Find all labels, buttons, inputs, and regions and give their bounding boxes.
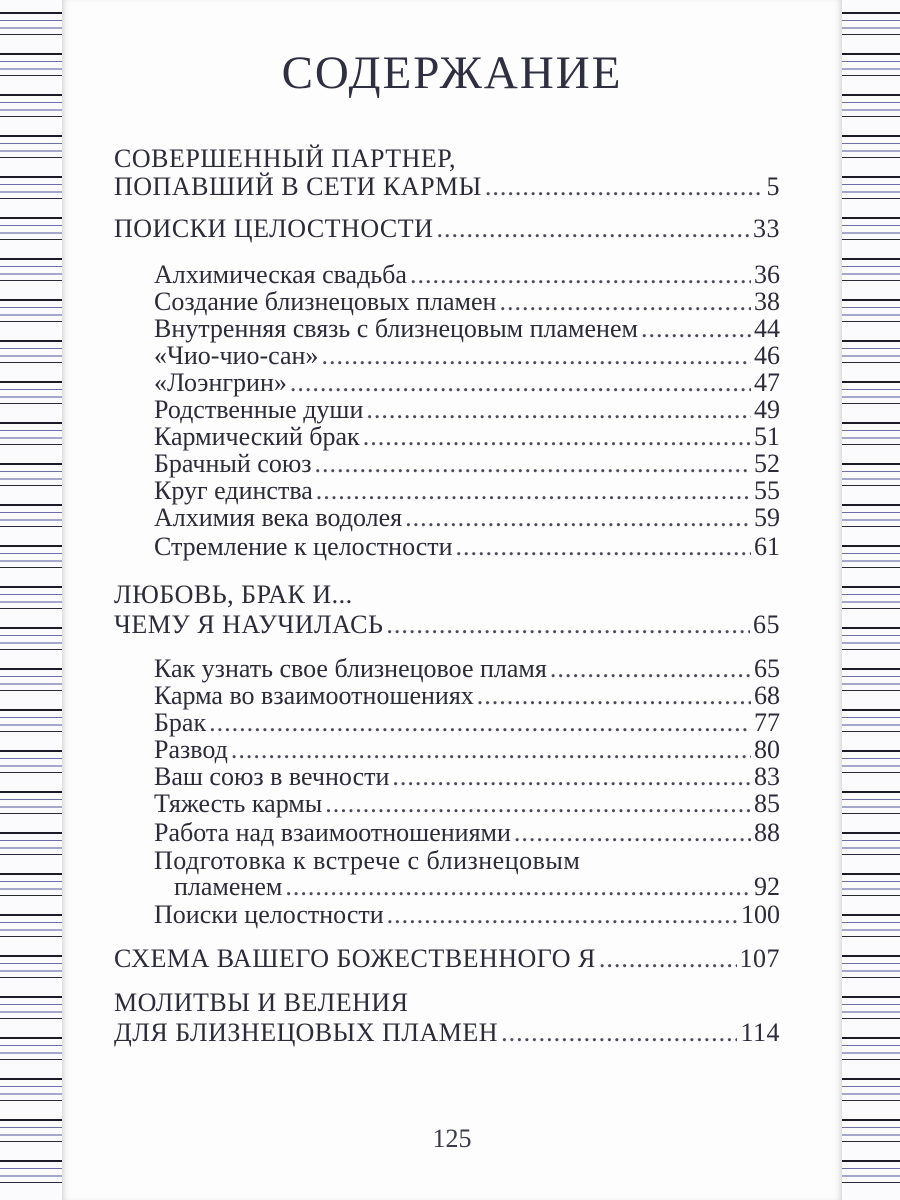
toc-page-number: 33 [753,214,780,243]
toc-entry[interactable] [154,708,780,738]
toc-page-number: 55 [754,476,780,505]
toc-entry[interactable] [154,395,780,425]
leader-dots [405,503,751,533]
toc-entry[interactable] [154,818,780,848]
toc-entry-label: Развод [154,735,228,764]
leader-dots [363,422,751,452]
leader-dots [499,287,751,317]
leader-dots [456,532,751,562]
toc-entry-label: Брак [154,708,207,737]
toc-entry-label: Создание близнецовых пламен [154,287,497,316]
toc-entry-label: Ваш союз в вечности [154,762,390,791]
toc-entry-label: «Лоэнгрин» [154,368,287,397]
toc-page-number: 52 [754,449,780,478]
toc-section-1[interactable] [114,172,780,202]
page-number: 125 [432,1124,472,1153]
toc-entry[interactable] [154,503,780,533]
toc-page-number: 51 [754,422,780,451]
toc-entry[interactable] [154,287,780,317]
toc-section-5-line-2: ДЛЯ БЛИЗНЕЦОВЫХ ПЛАМЕН [114,1018,499,1047]
toc-page-number: 107 [739,944,780,973]
toc-entry[interactable] [154,314,780,344]
leader-dots [325,789,751,819]
toc-page-number: 100 [741,900,780,929]
toc-entry-label: Поиски целостности [154,900,384,929]
leader-dots [285,872,751,902]
leader-dots [550,654,751,684]
toc-entry-label: Брачный союз [154,449,312,478]
toc-page-number: 44 [754,314,780,343]
toc-page-number: 5 [766,172,780,201]
toc-page-number: 85 [754,789,780,818]
leader-dots [477,681,751,711]
toc-entry-label: Как узнать свое близнецовое пламя [154,654,547,683]
toc-entry[interactable] [154,900,780,930]
toc-page-number: 77 [754,708,780,737]
toc-entry-label: Работа над взаимоотношениями [154,818,511,847]
leader-dots [231,735,751,765]
leader-dots [209,708,751,738]
toc-page-number: 114 [740,1018,780,1047]
toc-entry-label: Кармический брак [154,422,360,451]
leader-dots [641,314,751,344]
leader-dots [436,214,750,244]
toc-entry-label: Алхимическая свадьба [154,260,407,289]
toc-entry[interactable] [154,735,780,765]
toc-page-number: 49 [754,395,780,424]
right-page-edge [842,0,900,1200]
toc-section-1-line-2: ПОПАВШИЙ В СЕТИ КАРМЫ [114,172,482,201]
toc-page-number: 88 [754,818,780,847]
toc-page-number: 38 [754,287,780,316]
toc-entry[interactable] [154,422,780,452]
leader-dots [315,449,751,479]
leader-dots [290,368,751,398]
toc-entry-8-line-2: пламенем [174,872,283,901]
toc-entry-label: Круг единства [154,476,313,505]
toc-page-number: 65 [754,654,780,683]
toc-entry[interactable] [154,762,780,792]
leader-dots [316,476,751,506]
toc-entry-label: Карма во взаимоотношениях [154,681,474,710]
toc-page-number: 36 [754,260,780,289]
book-page [62,0,842,1200]
toc-entry-label: Родственные души [154,395,364,424]
leader-dots [599,944,737,974]
toc-entry-label: Алхимия века водолея [154,503,403,532]
toc-entry-label: Тяжесть кармы [154,789,323,818]
toc-entry-label: Внутренняя связь с близнецовым пламенем [154,314,638,343]
left-page-edge [0,0,62,1200]
leader-dots [366,395,751,425]
toc-page-number: 92 [754,872,780,901]
toc-section-label: СХЕМА ВАШЕГО БОЖЕСТВЕННОГО Я [114,944,596,973]
toc-entry[interactable] [174,872,780,902]
toc-page-number: 68 [754,681,780,710]
toc-page-number: 59 [754,503,780,532]
leader-dots [501,1018,737,1048]
toc-page-number: 65 [753,610,780,639]
toc-page-number: 80 [754,735,780,764]
toc-section-4[interactable] [114,944,780,974]
leader-dots [514,818,751,848]
leader-dots [410,260,751,290]
leader-dots [392,762,751,792]
toc-section-1-line-1: СОВЕРШЕННЫЙ ПАРТНЕР, [114,144,456,173]
leader-dots [387,900,738,930]
toc-entry[interactable] [154,260,780,290]
toc-section-3[interactable] [114,610,780,640]
toc-section-label: ПОИСКИ ЦЕЛОСТНОСТИ [114,214,434,243]
toc-page-number: 61 [754,532,780,561]
toc-entry-label: Стремление к целостности [154,532,453,561]
toc-section-3-line-2: ЧЕМУ Я НАУЧИЛАСЬ [114,610,384,639]
toc-section-3-line-1: ЛЮБОВЬ, БРАК И... [114,580,353,609]
page-title: СОДЕРЖАНИЕ [281,47,623,99]
toc-entry[interactable] [154,789,780,819]
toc-entry[interactable] [154,368,780,398]
toc-section-5[interactable] [114,1018,780,1048]
toc-entry[interactable] [154,681,780,711]
toc-section-5-line-1: МОЛИТВЫ И ВЕЛЕНИЯ [114,988,409,1017]
toc-entry[interactable] [154,449,780,479]
leader-dots [485,172,764,202]
toc-page-number: 83 [754,762,780,791]
toc-page-number: 46 [754,341,780,370]
toc-entry-label: «Чио-чио-сан» [154,341,319,370]
toc-entry[interactable] [154,532,780,562]
toc-entry-8-line-1: Подготовка к встрече с близнецовым [154,846,581,875]
toc-entry[interactable] [154,654,780,684]
toc-entry[interactable] [154,476,780,506]
table-of-contents [62,0,842,1200]
toc-entry[interactable] [154,341,780,371]
toc-page-number: 47 [754,368,780,397]
leader-dots [321,341,751,371]
toc-section-2[interactable] [114,214,780,244]
leader-dots [386,610,750,640]
